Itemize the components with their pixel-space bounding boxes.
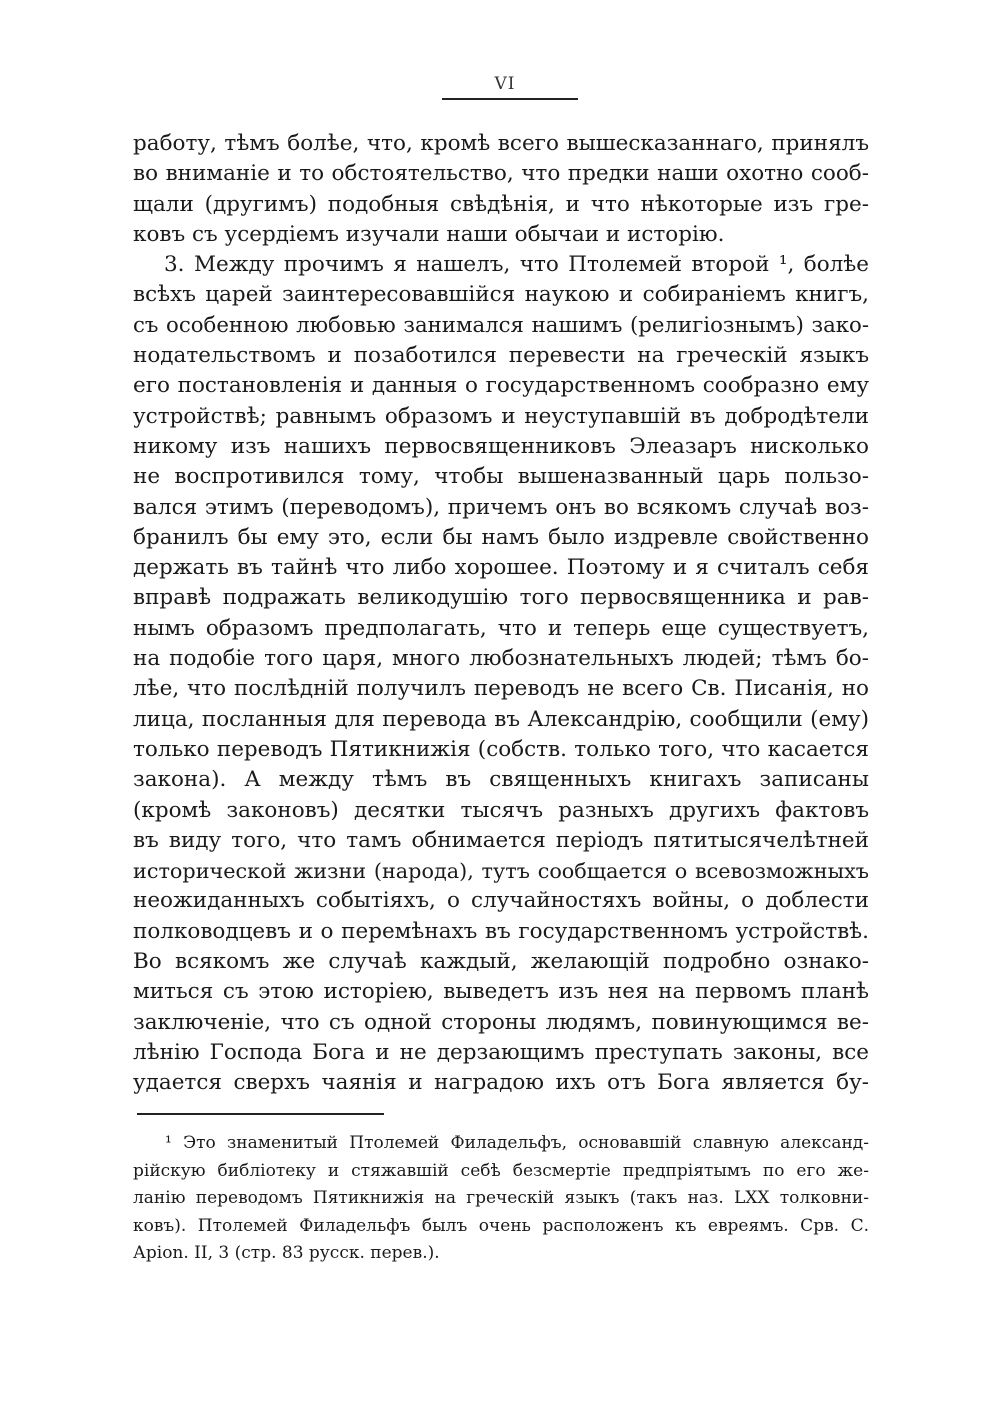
text-line: съ особенною любовью занимался нашимъ (религіознымъ) зако-: [133, 312, 869, 338]
text-line: вправѣ подражать великодушію того первосвященника и рав-: [133, 585, 869, 611]
text-line: держать въ тайнѣ что либо хорошее. Поэтому и я считалъ себя: [133, 555, 869, 581]
text-line: удается сверхъ чаянія и наградою ихъ отъ Бога является бу-: [133, 1070, 869, 1096]
text-line: лѣе, что послѣдній получилъ переводъ не всего Св. Писанія, но: [133, 676, 869, 702]
text-line: въ виду того, что тамъ обнимается періодъ пятитысячелѣтней: [133, 827, 869, 853]
text-line: нодательствомъ и позаботился перевести на греческій языкъ: [133, 343, 869, 369]
footnote: [133, 1130, 869, 1268]
text-line: во вниманіе и то обстоятельство, что предки наши охотно сооб-: [133, 161, 869, 187]
footnote-line: ланію переводомъ Пятикнижія на греческій языкъ (такъ наз. LXX толковни-: [133, 1188, 869, 1208]
text-line: никому изъ нашихъ первосвященниковъ Элеазаръ нисколько: [133, 433, 869, 459]
text-line: лица, посланныя для перевода въ Александрію, сообщили (ему): [133, 706, 869, 732]
text-line: только переводъ Пятикнижія (собств. только того, что касается: [133, 736, 869, 762]
text-line: ковъ съ усердіемъ изучали наши обычаи и исторію.: [133, 221, 725, 247]
text-line: лѣнію Господа Бога и не дерзающимъ преступать законы, все: [133, 1039, 869, 1065]
text-line: всѣхъ царей заинтересовавшійся наукою и собираніемъ книгъ,: [133, 282, 869, 308]
text-line: неожиданныхъ событіяхъ, о случайностяхъ войны, о доблести: [133, 888, 869, 914]
header-rule: [442, 98, 578, 100]
text-line: щали (другимъ) подобныя свѣдѣнія, и что нѣкоторые изъ гре-: [133, 191, 869, 217]
paragraph-start-line: 3. Между прочимъ я нашелъ, что Птолемей второй ¹, болѣе: [164, 252, 869, 278]
text-line: его постановленія и данныя о государственномъ сообразно ему: [133, 373, 869, 399]
text-line: на подобіе того царя, много любознательныхъ людей; тѣмъ бо-: [133, 646, 869, 672]
text-line: закона). А между тѣмъ въ священныхъ книгахъ записаны: [133, 767, 869, 793]
text-line: работу, тѣмъ болѣе, что, кромѣ всего вышесказаннаго, принялъ: [133, 131, 869, 156]
text-line: (кромѣ законовъ) десятки тысячъ разныхъ другихъ фактовъ: [133, 797, 869, 823]
footnote-separator: [137, 1113, 384, 1115]
text-line: Во всякомъ же случаѣ каждый, желающій подробно ознако-: [133, 949, 869, 975]
text-line: устройствѣ; равнымъ образомъ и неуступавшій въ добродѣтели: [133, 403, 869, 429]
footnote-line: ¹ Это знаменитый Птолемей Филадельфъ, основавшій славную александ-: [165, 1133, 869, 1153]
page-number: VI: [494, 74, 516, 94]
text-line: вался этимъ (переводомъ), причемъ онъ во всякомъ случаѣ воз-: [133, 494, 869, 520]
text-line: исторической жизни (народа), тутъ сообщается о всевозможныхъ: [133, 859, 869, 884]
text-line: миться съ этою исторіею, выведетъ изъ нея на первомъ планѣ: [133, 979, 869, 1005]
text-line: не воспротивился тому, чтобы вышеназванный царь пользо-: [133, 464, 869, 490]
footnote-line: Аріоn. II, 3 (стр. 83 русск. перев.).: [133, 1243, 440, 1263]
text-line: полководцевъ и о перемѣнахъ въ государственномъ устройствѣ.: [133, 918, 869, 944]
footnote-line: ковъ). Птолемей Филадельфъ былъ очень расположенъ къ евреямъ. Срв. С.: [133, 1215, 869, 1236]
page-header: [420, 74, 590, 94]
text-line: нымъ образомъ предполагать, что и теперь еще существуетъ,: [133, 615, 869, 641]
text-line: заключеніе, что съ одной стороны людямъ, повинующимся ве-: [133, 1009, 869, 1035]
text-line: бранилъ бы ему это, если бы намъ было издревле свойственно: [133, 524, 869, 550]
footnote-line: рійскую библіотеку и стяжавшій себѣ безсмертіе предпріятымъ по его же-: [133, 1160, 869, 1181]
main-text: [133, 129, 869, 1099]
